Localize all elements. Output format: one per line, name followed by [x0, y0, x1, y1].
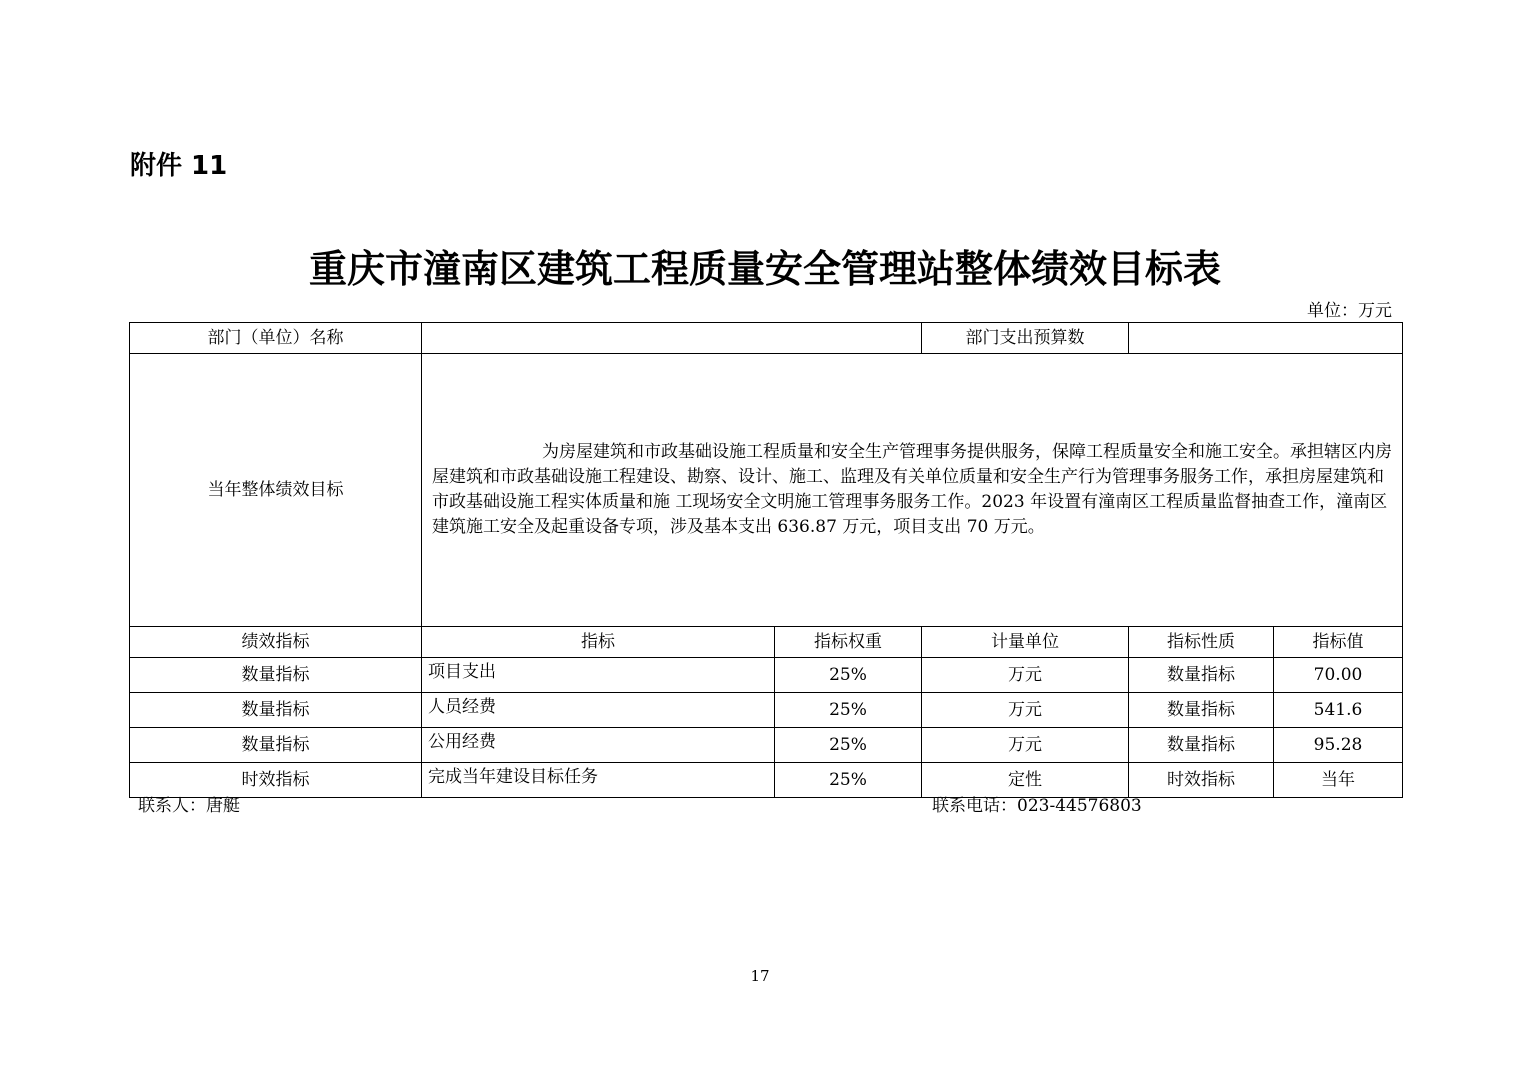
header-row	[130, 323, 1403, 354]
indicator-unit: 万元	[922, 728, 1129, 763]
indicator-value: 70.00	[1274, 658, 1403, 693]
indicator-value: 541.6	[1274, 693, 1403, 728]
table-row	[130, 693, 1403, 728]
column-header: 指标值	[1274, 627, 1403, 658]
page-title: 重庆市潼南区建筑工程质量安全管理站整体绩效目标表	[308, 247, 1221, 291]
annex-label: 附件 11	[130, 151, 228, 181]
indicator-unit: 万元	[922, 693, 1129, 728]
budget-label: 部门支出预算数	[922, 323, 1129, 354]
performance-table	[129, 322, 1403, 798]
indicator-name: 公用经费	[422, 728, 775, 763]
column-header: 指标性质	[1129, 627, 1274, 658]
unit-label: 单位：万元	[1307, 301, 1392, 321]
indicator-weight: 25%	[775, 763, 922, 798]
indicator-name: 人员经费	[422, 693, 775, 728]
indicator-category: 数量指标	[130, 658, 422, 693]
indicator-value: 当年	[1274, 763, 1403, 798]
indicator-category: 数量指标	[130, 693, 422, 728]
indicator-weight: 25%	[775, 693, 922, 728]
contact-person: 联系人：唐艇	[138, 796, 240, 816]
goal-cell	[422, 354, 1403, 627]
budget-value	[1129, 323, 1403, 354]
dept-name-label: 部门（单位）名称	[130, 323, 422, 354]
indicator-name: 完成当年建设目标任务	[422, 763, 775, 798]
table-row	[130, 763, 1403, 798]
column-header: 指标	[422, 627, 775, 658]
indicator-unit: 定性	[922, 763, 1129, 798]
column-header: 计量单位	[922, 627, 1129, 658]
indicator-category: 时效指标	[130, 763, 422, 798]
page-number: 17	[750, 967, 770, 985]
indicator-nature: 时效指标	[1129, 763, 1274, 798]
column-header: 指标权重	[775, 627, 922, 658]
contact-phone: 联系电话：023-44576803	[932, 796, 1142, 816]
indicator-unit: 万元	[922, 658, 1129, 693]
indicator-weight: 25%	[775, 728, 922, 763]
indicator-nature: 数量指标	[1129, 728, 1274, 763]
indicator-name: 项目支出	[422, 658, 775, 693]
goal-text: 为房屋建筑和市政基础设施工程质量和安全生产管理事务提供服务，保障工程质量安全和施工安全。承担辖区内房屋建筑和市政基础设施工程建设、勘察、设计、施工、监理及有关单位质量和安全生产行为管理事务服务工作，承担房屋建筑和市政基础设施工程实体质量和施 工现场安全文明施工管理事务服务工作。2023 年设置有潼南区工程质量监督抽查工作，潼南区建筑施工安全及起重设备专项，涉及基本支出 636.87 万元，项目支出 70 万元。	[432, 442, 1392, 537]
table-row	[130, 728, 1403, 763]
indicator-value: 95.28	[1274, 728, 1403, 763]
indicator-header-row	[130, 627, 1403, 658]
dept-name-value	[422, 323, 922, 354]
indicator-nature: 数量指标	[1129, 658, 1274, 693]
indicator-category: 数量指标	[130, 728, 422, 763]
goal-row	[130, 354, 1403, 627]
indicator-nature: 数量指标	[1129, 693, 1274, 728]
table-row	[130, 658, 1403, 693]
column-header: 绩效指标	[130, 627, 422, 658]
goal-label: 当年整体绩效目标	[130, 354, 422, 627]
indicator-weight: 25%	[775, 658, 922, 693]
